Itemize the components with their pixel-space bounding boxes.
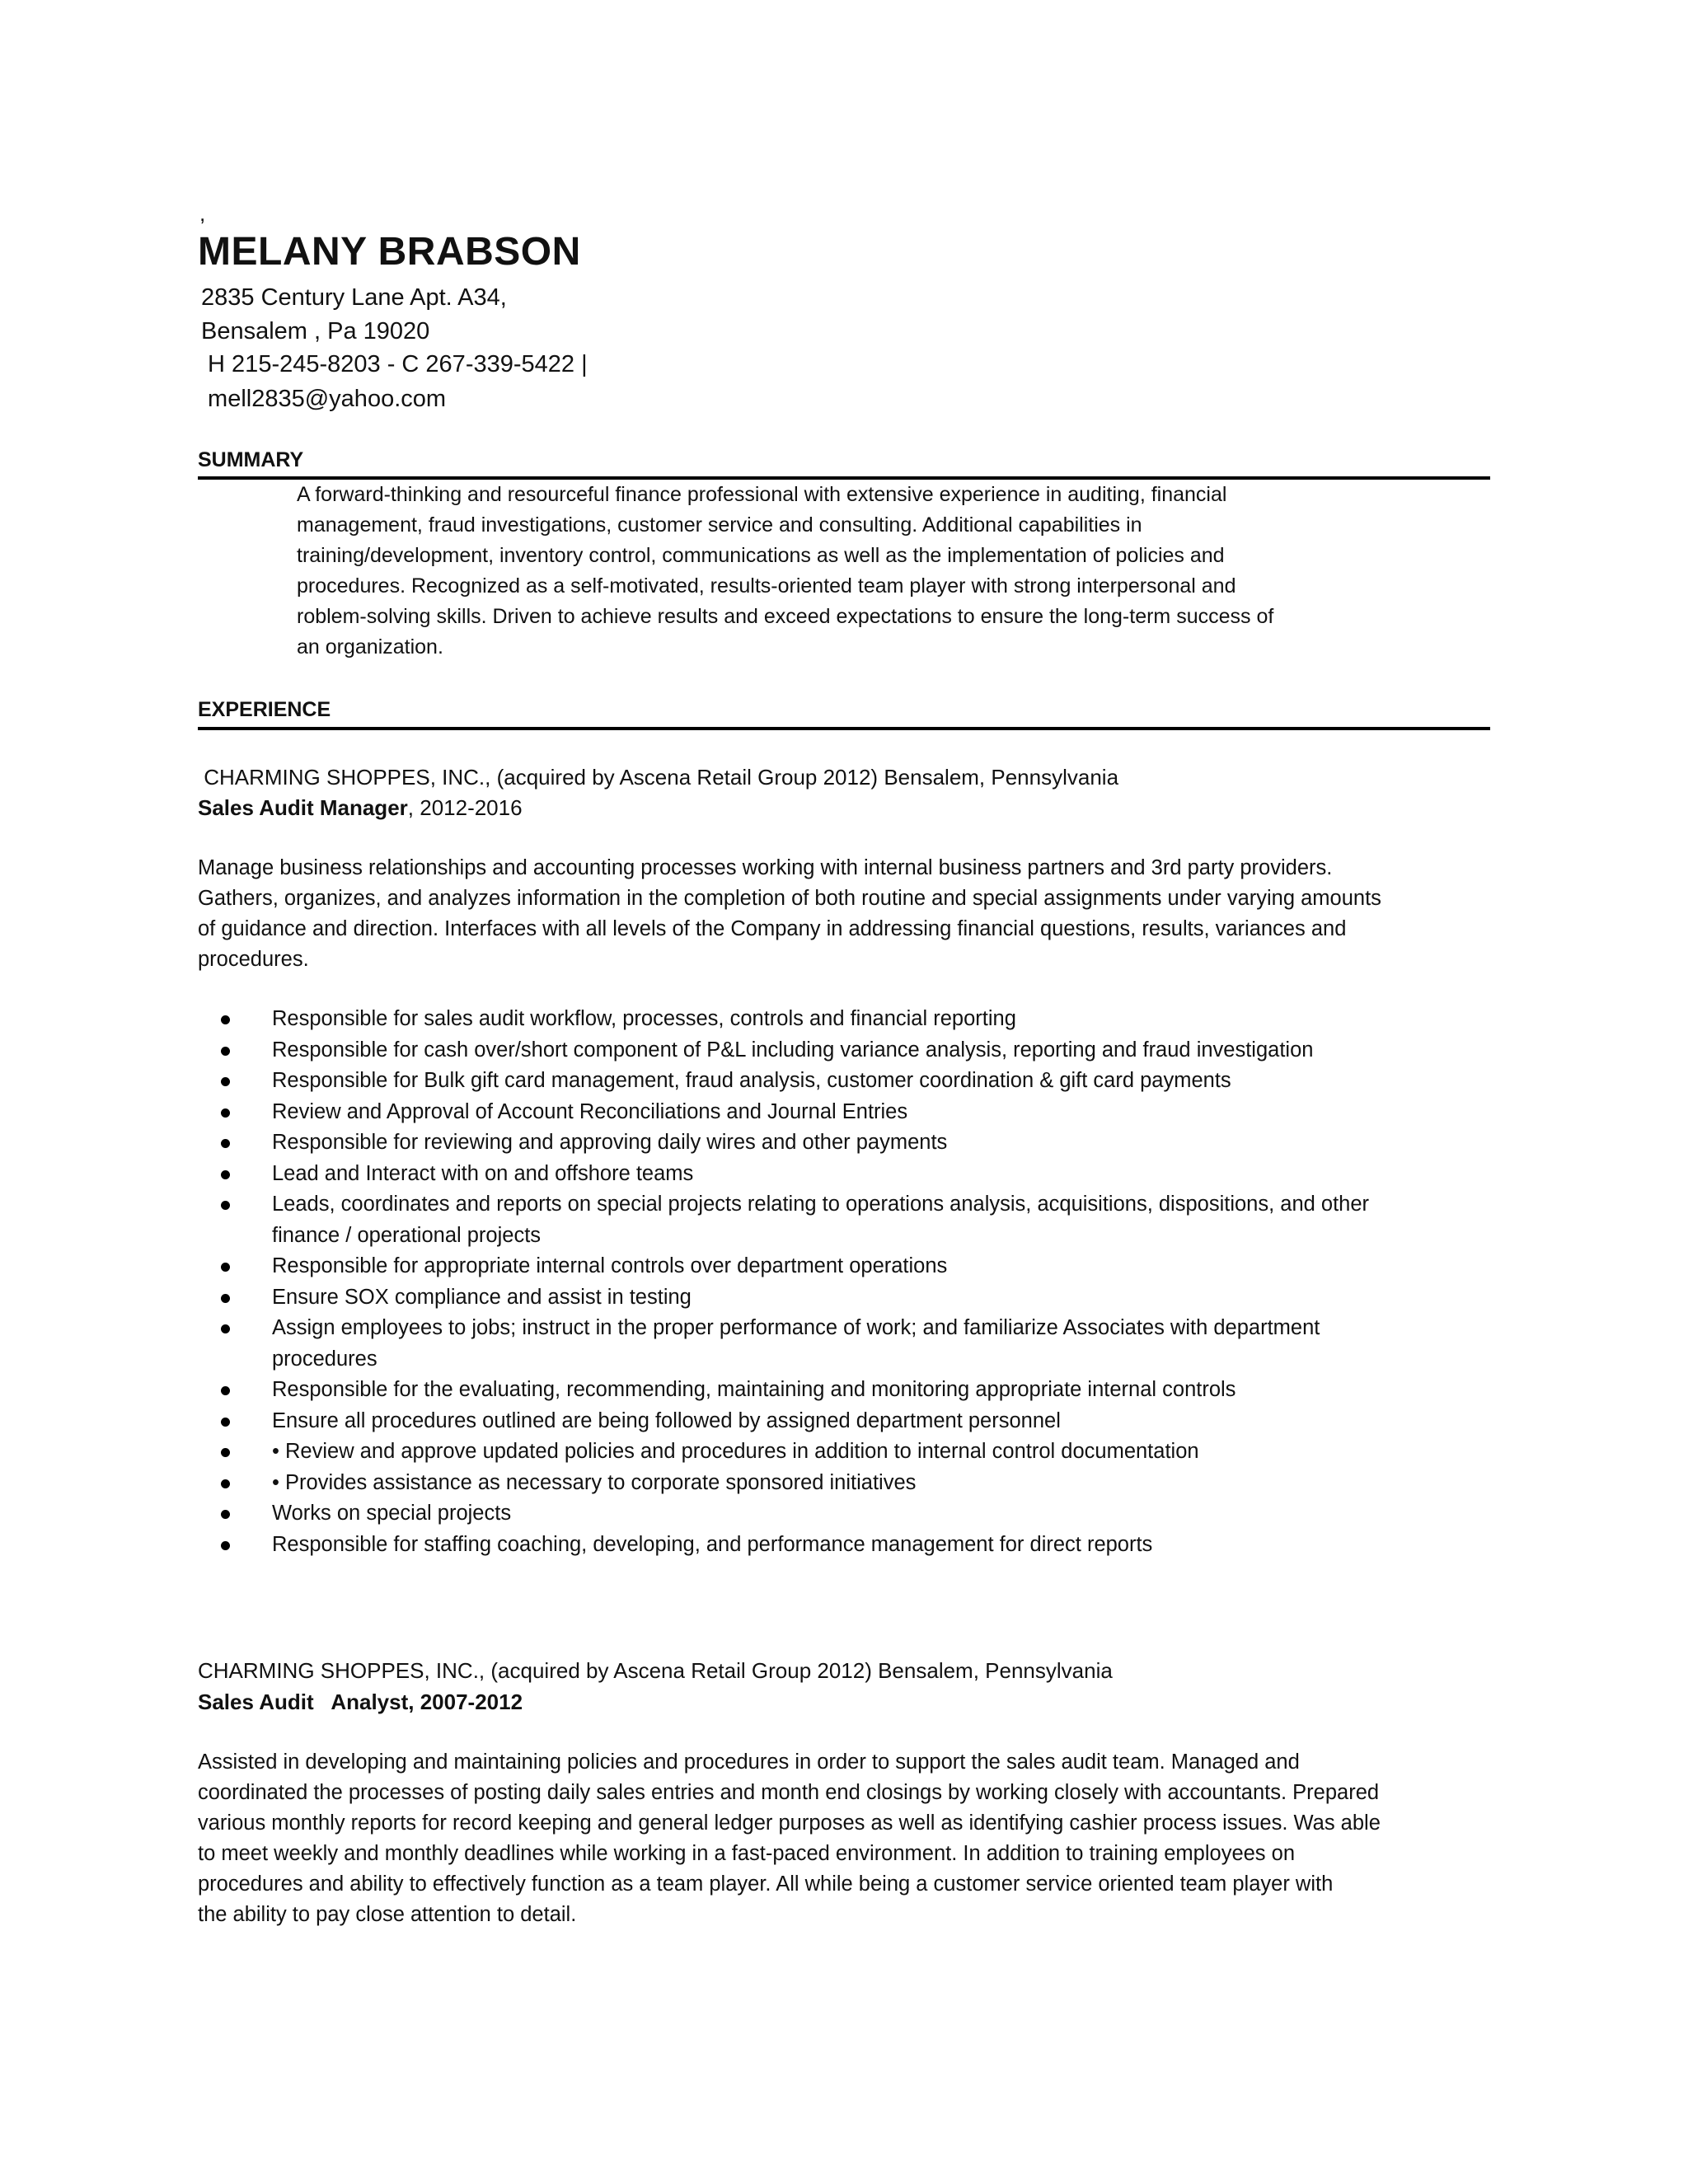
job1-desc-line: Gathers, organizes, and analyzes information in the completion of both routine and special assignments under varying amounts: [198, 887, 1381, 910]
bullet-icon: [221, 1108, 230, 1118]
job2-title-line: [198, 1690, 523, 1715]
summary-line: management, fraud investigations, customer service and consulting. Additional capabilities in: [297, 513, 1142, 537]
phone-numbers: H 215-245-8203 - C 267-339-5422 |: [201, 351, 588, 377]
experience-heading: EXPERIENCE: [198, 698, 331, 721]
summary-heading: SUMMARY: [198, 448, 304, 471]
bullet-text: Responsible for Bulk gift card management, fraud analysis, customer coordination & gift card payments: [272, 1069, 1231, 1092]
summary-line: an organization.: [297, 635, 443, 658]
bullet-icon: [221, 1541, 230, 1550]
job1-title-line: [198, 795, 523, 821]
list-item: [214, 1468, 1500, 1499]
job2-desc-line: Assisted in developing and maintaining policies and procedures in order to support the sales audit team. Managed and: [198, 1750, 1300, 1774]
list-item: [214, 1159, 1500, 1190]
job2-company: CHARMING SHOPPES, INC., (acquired by Ascena Retail Group 2012) Bensalem, Pennsylvania: [198, 1658, 1113, 1683]
list-item: [214, 1251, 1500, 1282]
address-line-2: Bensalem , Pa 19020: [201, 318, 430, 344]
bullet-icon: [221, 1448, 230, 1457]
bullet-icon: [221, 1047, 230, 1056]
list-item: [214, 1375, 1500, 1406]
bullet-icon: [221, 1170, 230, 1179]
bullet-text: Responsible for the evaluating, recommending, maintaining and monitoring appropriate internal controls: [272, 1378, 1236, 1401]
bullet-icon: [221, 1510, 230, 1519]
bullet-icon: [221, 1263, 230, 1272]
bullet-text-continued: finance / operational projects: [272, 1223, 542, 1247]
bullet-text: Ensure all procedures outlined are being followed by assigned department personnel: [272, 1408, 1061, 1432]
list-item: [214, 1127, 1500, 1159]
bullet-text: Responsible for staffing coaching, developing, and performance management for direct reports: [272, 1532, 1153, 1556]
bullet-icon: [221, 1386, 230, 1395]
job2-desc-line: coordinated the processes of posting daily sales entries and month end closings by working closely with accountants. Prepared: [198, 1781, 1380, 1804]
summary-line: A forward-thinking and resourceful finance professional with extensive experience in auditing, financial: [297, 483, 1227, 506]
job1-responsibilities: [214, 1004, 1500, 1560]
bullet-icon: [221, 1324, 230, 1333]
list-item: [214, 1530, 1500, 1561]
job2-description: [198, 1747, 1492, 1930]
job1-dates: , 2012-2016: [407, 795, 523, 820]
bullet-icon: [221, 1201, 230, 1210]
bullet-text: • Provides assistance as necessary to corporate sponsored initiatives: [272, 1470, 917, 1494]
bullet-text: • Review and approve updated policies and procedures in addition to internal control documentation: [272, 1440, 1199, 1463]
bullet-text: Review and Approval of Account Reconciliations and Journal Entries: [272, 1099, 908, 1123]
list-item: [214, 1313, 1500, 1375]
job2-desc-line: to meet weekly and monthly deadlines while working in a fast-paced environment. In addition to training employees on: [198, 1842, 1296, 1865]
summary-line: roblem-solving skills. Driven to achieve results and exceed expectations to ensure the long-term success of: [297, 605, 1274, 628]
job2-title: Sales Audit Analyst, 2007-2012: [198, 1690, 523, 1714]
job1-title: Sales Audit Manager: [198, 795, 408, 820]
list-item: [214, 1436, 1500, 1468]
job1-desc-line: procedures.: [198, 948, 309, 971]
bullet-icon: [221, 1418, 230, 1427]
bullet-text-continued: procedures: [272, 1347, 377, 1371]
email-address: mell2835@yahoo.com: [201, 386, 447, 412]
summary-text: [297, 480, 1401, 663]
list-item: [214, 1282, 1500, 1314]
list-item: [214, 1066, 1500, 1097]
job2-desc-line: procedures and ability to effectively function as a team player. All while being a customer service oriented team player with: [198, 1872, 1334, 1896]
job1-company: CHARMING SHOPPES, INC., (acquired by Ascena Retail Group 2012) Bensalem, Pennsylvania: [198, 765, 1119, 790]
job2-desc-line: the ability to pay close attention to detail.: [198, 1903, 577, 1926]
list-item: [214, 1406, 1500, 1437]
job1-description: [198, 853, 1492, 975]
summary-line: procedures. Recognized as a self-motivated, results-oriented team player with strong interpersonal and: [297, 574, 1236, 598]
job1-desc-line: of guidance and direction. Interfaces with all levels of the Company in addressing financial questions, results, variances and: [198, 917, 1347, 940]
candidate-name: MELANY BRABSON: [198, 230, 581, 274]
bullet-text: Works on special projects: [272, 1502, 512, 1525]
bullet-text: Responsible for appropriate internal controls over department operations: [272, 1254, 948, 1277]
bullet-text: Responsible for cash over/short component of P&L including variance analysis, reporting and fraud investigation: [272, 1038, 1314, 1062]
bullet-text: Responsible for reviewing and approving daily wires and other payments: [272, 1131, 948, 1154]
list-item: [214, 1498, 1500, 1530]
list-item: [214, 1035, 1500, 1066]
bullet-text: Assign employees to jobs; instruct in the proper performance of work; and familiarize Associates with department: [272, 1316, 1320, 1339]
job2-desc-line: various monthly reports for record keeping and general ledger purposes as well as identifying cashier process issues. Was able: [198, 1811, 1381, 1835]
bullet-text: Responsible for sales audit workflow, processes, controls and financial reporting: [272, 1007, 1016, 1030]
stray-comma: ,: [199, 201, 206, 226]
bullet-text: Leads, coordinates and reports on special projects relating to operations analysis, acquisitions, dispositions, and other: [272, 1193, 1370, 1216]
bullet-text: Ensure SOX compliance and assist in testing: [272, 1285, 692, 1309]
bullet-icon: [221, 1294, 230, 1303]
list-item: [214, 1189, 1500, 1251]
bullet-icon: [221, 1015, 230, 1024]
address-line-1: 2835 Century Lane Apt. A34,: [201, 284, 507, 311]
bullet-icon: [221, 1479, 230, 1488]
list-item: [214, 1097, 1500, 1128]
summary-line: training/development, inventory control, communications as well as the implementation of policies and: [297, 544, 1225, 567]
experience-divider: [198, 727, 1490, 730]
list-item: [214, 1004, 1500, 1035]
bullet-icon: [221, 1139, 230, 1148]
job1-desc-line: Manage business relationships and accounting processes working with internal business partners and 3rd party providers.: [198, 856, 1333, 879]
bullet-text: Lead and Interact with on and offshore teams: [272, 1161, 694, 1185]
bullet-icon: [221, 1077, 230, 1086]
